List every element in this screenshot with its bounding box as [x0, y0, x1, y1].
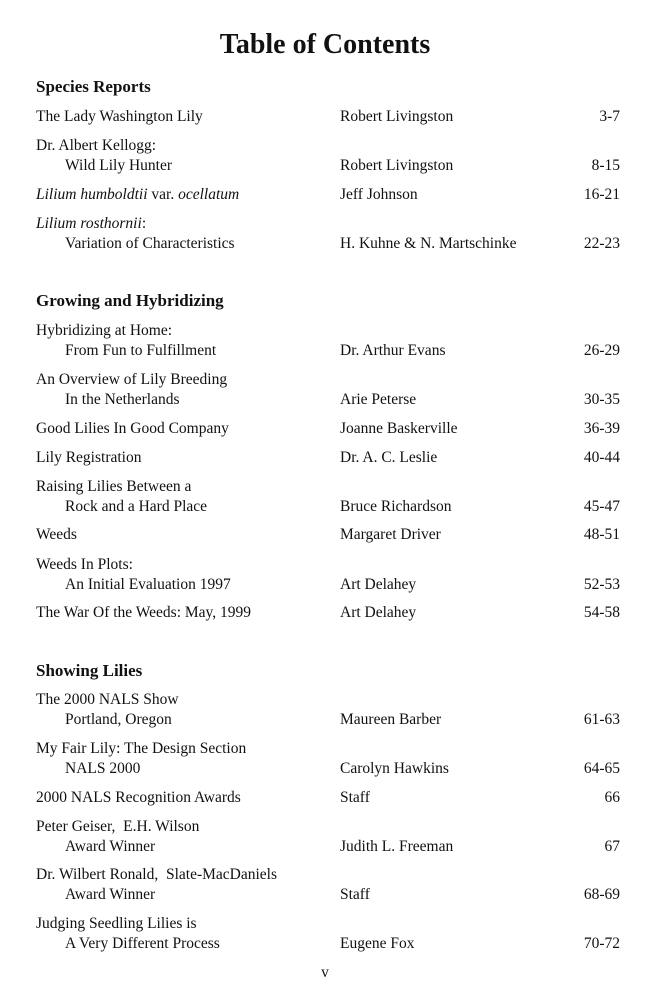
entry-subtitle: An Initial Evaluation 1997	[65, 575, 231, 593]
section-heading-species-reports: Species Reports	[36, 77, 151, 96]
toc-entry	[36, 477, 620, 516]
entry-pages: 22-23	[583, 234, 620, 252]
entry-pages: 66	[604, 789, 620, 806]
entry-title-roman: var.	[147, 186, 179, 203]
entry-author: Dr. Arthur Evans	[340, 341, 446, 359]
entry-subtitle: Award Winner	[65, 885, 156, 903]
entry-title-italic: ocellatum	[178, 186, 240, 203]
entry-subtitle: Variation of Characteristics	[65, 234, 235, 252]
entry-author: Staff	[340, 789, 370, 806]
entry-pages: 64-65	[583, 759, 620, 777]
entry-author: Robert Livingston	[340, 156, 454, 174]
toc-entry	[36, 914, 620, 953]
toc-entry	[36, 865, 620, 904]
toc-entry	[36, 817, 620, 856]
toc-entry	[36, 739, 620, 778]
entry-author: Carolyn Hawkins	[340, 759, 449, 777]
entry-title: Lily Registration	[36, 449, 142, 466]
toc-entry	[36, 136, 620, 175]
entry-author: Art Delahey	[340, 604, 417, 621]
entry-author: Robert Livingston	[340, 108, 454, 125]
entry-pages: 52-53	[583, 575, 620, 593]
toc-entry	[36, 448, 620, 468]
entry-title	[36, 214, 620, 234]
entry-author: Dr. A. C. Leslie	[340, 449, 438, 466]
entry-author: Jeff Johnson	[340, 186, 418, 203]
toc-entry	[36, 603, 620, 623]
entry-pages: 3-7	[599, 108, 620, 125]
toc-entry	[36, 419, 620, 439]
entry-title: The 2000 NALS Show	[36, 691, 179, 708]
entry-subtitle: From Fun to Fulfillment	[65, 341, 217, 359]
entry-subtitle: NALS 2000	[65, 759, 141, 777]
entry-author: Staff	[340, 885, 370, 903]
entry-subtitle: Wild Lily Hunter	[65, 156, 172, 174]
entry-title-italic: Lilium humboldtii	[36, 186, 148, 203]
entry-pages: 16-21	[583, 186, 620, 203]
entry-title: Judging Seedling Lilies is	[36, 915, 197, 932]
entry-author: Bruce Richardson	[340, 497, 452, 515]
entry-title: Weeds	[36, 526, 77, 543]
section-heading-growing-and-hybridizing: Growing and Hybridizing	[36, 291, 224, 310]
entry-title: Dr. Albert Kellogg:	[36, 137, 157, 154]
toc-entry	[36, 107, 620, 127]
entry-title: Raising Lilies Between a	[36, 478, 192, 495]
entry-pages: 30-35	[583, 390, 620, 408]
entry-pages: 40-44	[583, 449, 620, 466]
toc-entry	[36, 525, 620, 545]
entry-title: Good Lilies In Good Company	[36, 420, 229, 437]
toc-entry	[36, 214, 620, 253]
entry-author: Eugene Fox	[340, 934, 415, 952]
entry-pages: 67	[604, 837, 620, 855]
entry-title: An Overview of Lily Breeding	[36, 371, 228, 388]
entry-author: Arie Peterse	[340, 390, 417, 408]
entry-title: Hybridizing at Home:	[36, 322, 173, 339]
toc-entry	[36, 370, 620, 409]
entry-title-suffix: :	[141, 215, 147, 232]
entry-pages: 68-69	[583, 885, 620, 903]
entry-author: H. Kuhne & N. Martschinke	[340, 234, 517, 252]
toc-entry	[36, 690, 620, 729]
section-heading-showing-lilies: Showing Lilies	[36, 661, 143, 680]
entry-title	[36, 185, 620, 205]
entry-title: Peter Geiser, E.H. Wilson	[36, 818, 200, 835]
entry-author: Art Delahey	[340, 575, 417, 593]
toc-entry	[36, 555, 620, 594]
entry-subtitle: Award Winner	[65, 837, 156, 855]
entry-title: Dr. Wilbert Ronald, Slate-MacDaniels	[36, 866, 278, 883]
entry-pages: 45-47	[583, 497, 620, 515]
entry-author: Joanne Baskerville	[340, 420, 458, 437]
entry-title: The War Of the Weeds: May, 1999	[36, 604, 252, 621]
toc-entry	[36, 321, 620, 360]
entry-pages: 70-72	[583, 934, 620, 952]
entry-pages: 54-58	[583, 604, 620, 621]
entry-subtitle: Portland, Oregon	[65, 710, 172, 728]
entry-title: My Fair Lily: The Design Section	[36, 740, 247, 757]
entry-pages: 26-29	[583, 341, 620, 359]
entry-pages: 61-63	[583, 710, 620, 728]
toc-entry	[36, 185, 620, 205]
entry-pages: 36-39	[583, 420, 620, 437]
toc-entry	[36, 788, 620, 808]
entry-pages: 48-51	[583, 526, 620, 543]
page-number: v	[321, 964, 329, 981]
entry-title-italic: Lilium rosthornii	[36, 215, 142, 232]
entry-subtitle: In the Netherlands	[65, 390, 180, 408]
entry-subtitle: Rock and a Hard Place	[65, 497, 208, 515]
entry-author: Margaret Driver	[340, 526, 441, 543]
entry-title: Weeds In Plots:	[36, 556, 133, 573]
entry-pages: 8-15	[591, 156, 620, 174]
entry-title: The Lady Washington Lily	[36, 108, 203, 125]
entry-author: Maureen Barber	[340, 710, 442, 728]
entry-subtitle: A Very Different Process	[65, 934, 220, 952]
entry-author: Judith L. Freeman	[340, 837, 454, 855]
entry-title: 2000 NALS Recognition Awards	[36, 789, 241, 806]
page-title: Table of Contents	[219, 29, 431, 60]
